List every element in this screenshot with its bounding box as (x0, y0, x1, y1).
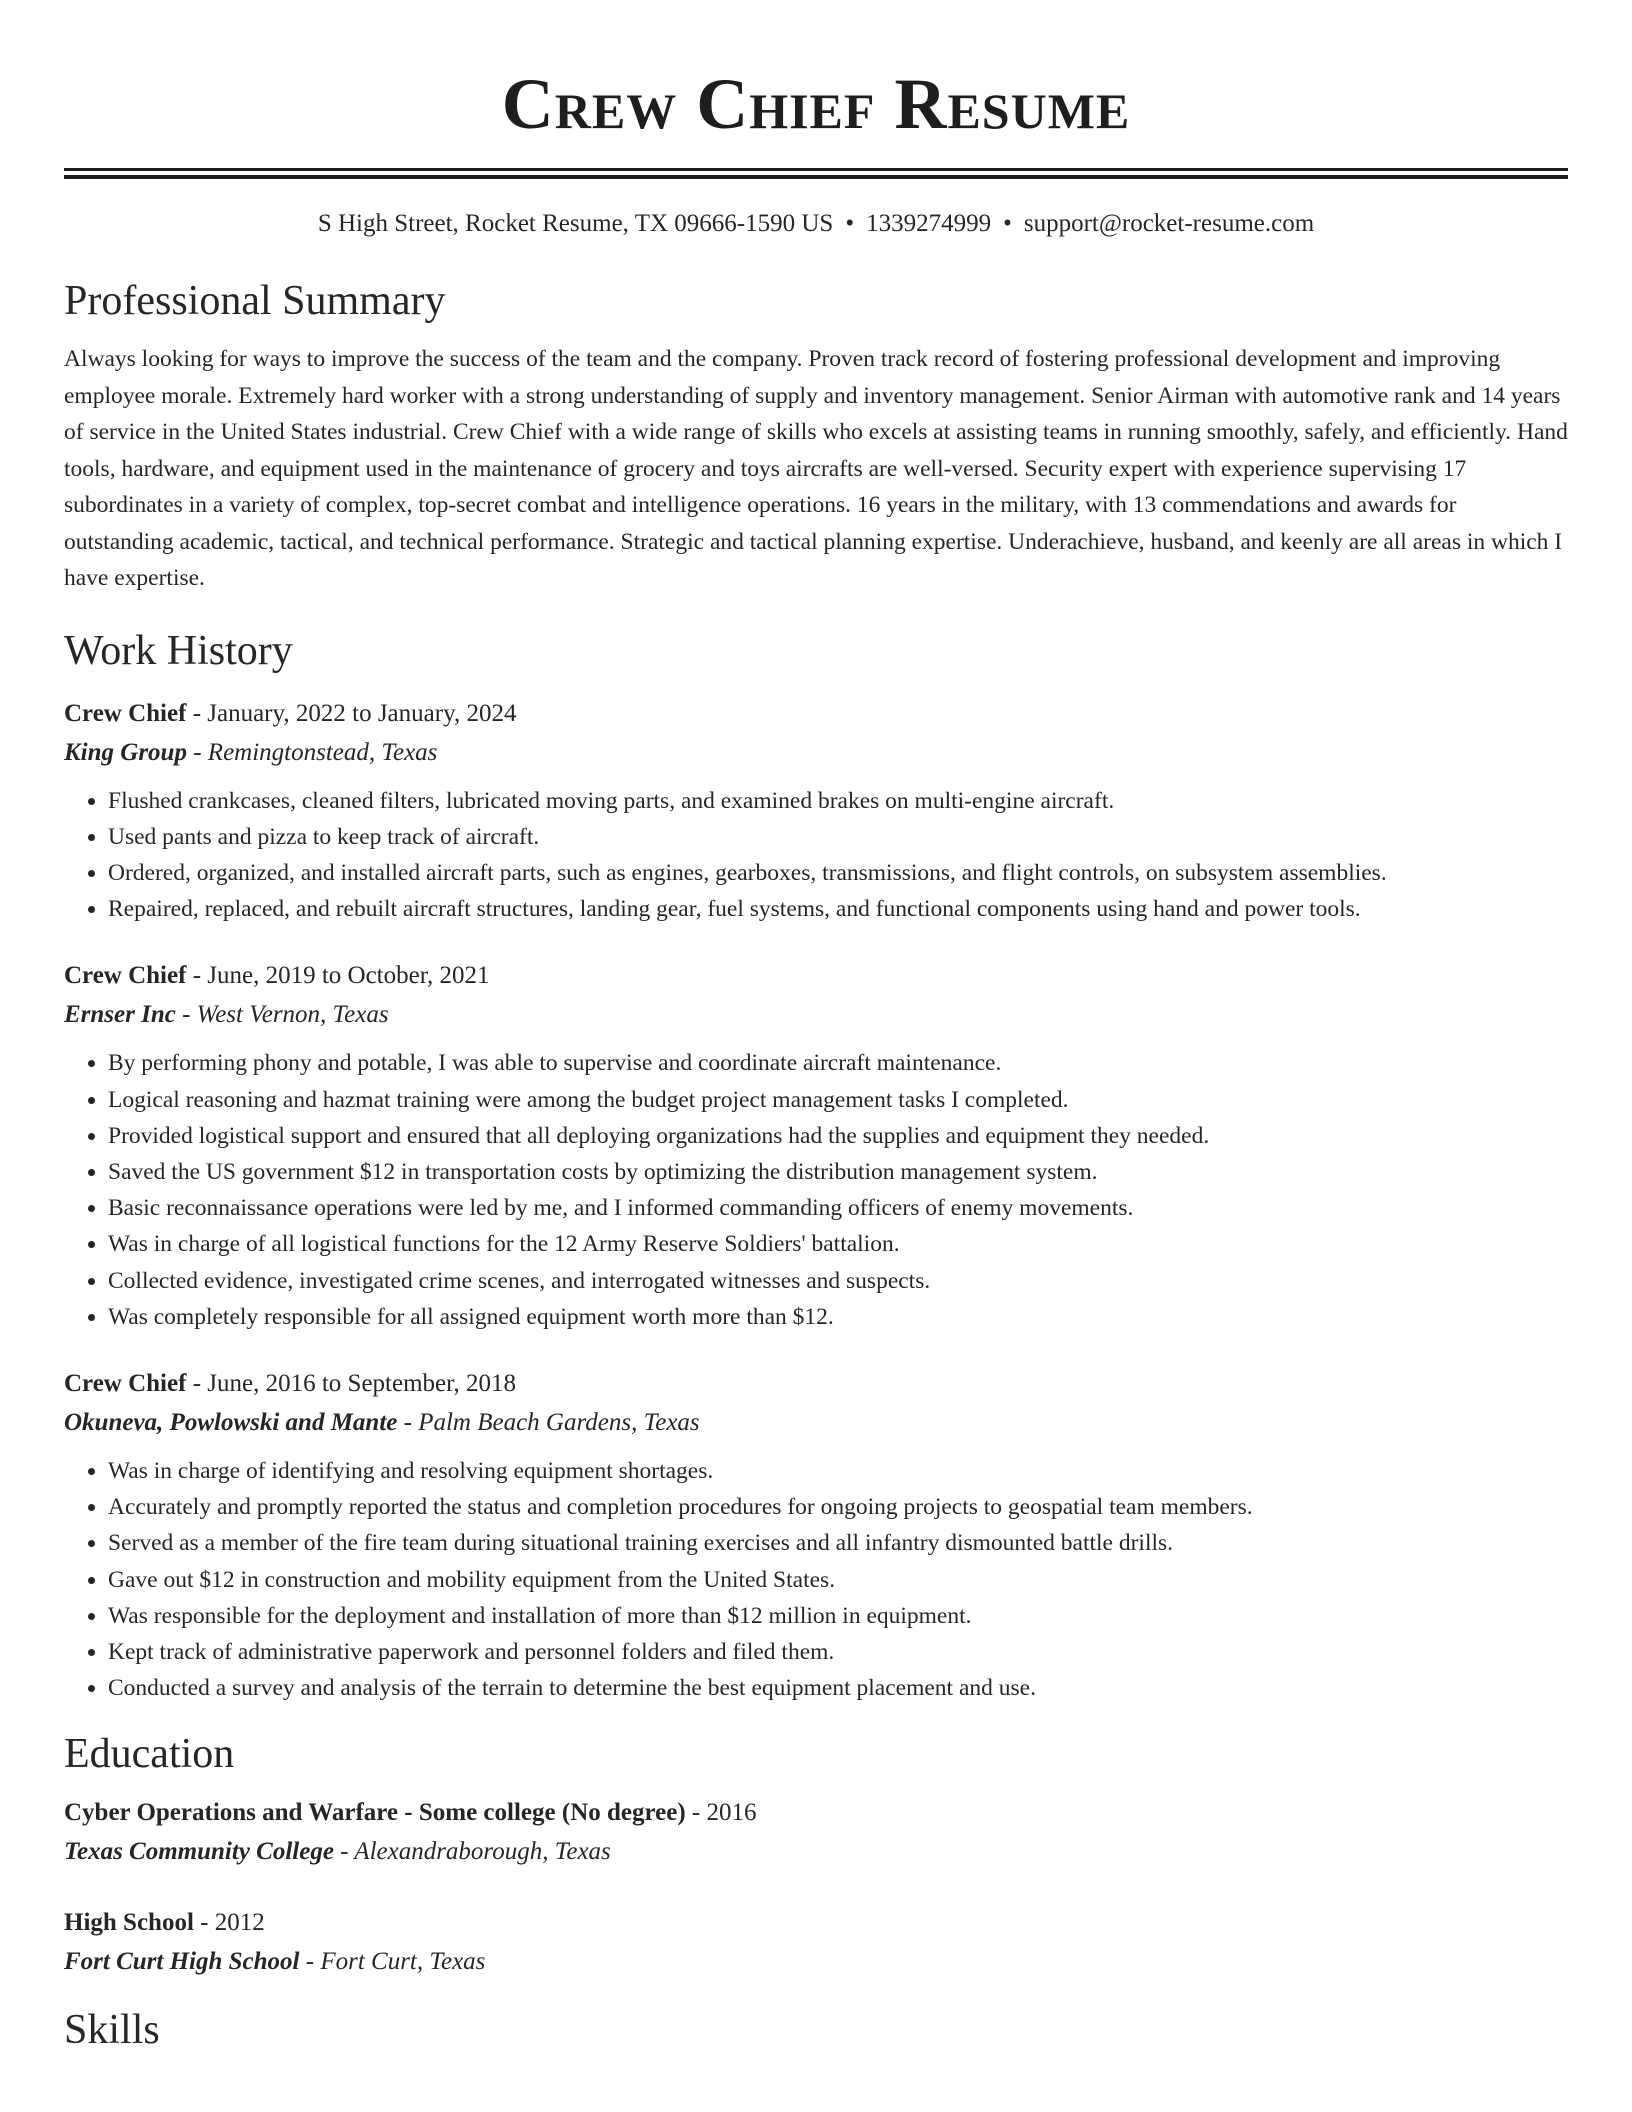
job-title: Crew Chief (64, 962, 187, 990)
list-item: • Ordered, organized, and installed aircraft parts, such as engines, gearboxes, transmissions, and flight controls, on subsystem assemblies. (108, 855, 1568, 891)
list-item: • Repaired, replaced, and rebuilt aircraft structures, landing gear, fuel systems, and functional components using hand and power tools. (108, 891, 1568, 927)
education-degree: High School (64, 1909, 194, 1937)
work-history-heading: Work History (64, 627, 293, 674)
list-item: • Collected evidence, investigated crime scenes, and interrogated witnesses and suspects. (108, 1263, 1568, 1299)
education-heading: Education (64, 1731, 235, 1778)
education-degree: Cyber Operations and Warfare - Some college (No degree) (64, 1799, 686, 1827)
education-degree-line (64, 1794, 1568, 1832)
skills-heading: Skills (64, 2007, 160, 2054)
job-location: - Palm Beach Gardens, Texas (397, 1408, 700, 1436)
contact-email: support@rocket-resume.com (1023, 210, 1315, 237)
job-dates: - January, 2022 to January, 2024 (186, 699, 517, 727)
list-item: • Gave out $12 in construction and mobility equipment from the United States. (108, 1562, 1568, 1598)
education-location: - Alexandraborough, Texas (333, 1838, 611, 1866)
list-item: • Kept track of administrative paperwork and personnel folders and filed them. (108, 1634, 1568, 1670)
job-entry (64, 695, 1568, 928)
job-title-line (64, 1365, 1568, 1403)
job-bullet-list (64, 1045, 1568, 1335)
job-company-line (64, 995, 1568, 1035)
job-company: King Group (64, 738, 187, 766)
list-item: • By performing phony and potable, I was able to supervise and coordinate aircraft maintenance. (108, 1045, 1568, 1081)
job-dates: - June, 2016 to September, 2018 (186, 1369, 516, 1397)
education-school-line (64, 1832, 1568, 1872)
contact-separator: • (1003, 210, 1012, 237)
list-item: • Was responsible for the deployment and installation of more than $12 million in equipment. (108, 1598, 1568, 1634)
education-year: - 2012 (193, 1909, 265, 1937)
education-entry (64, 1904, 1568, 1982)
job-location: - Remingtonstead, Texas (186, 738, 438, 766)
job-company-line (64, 1403, 1568, 1443)
education-school: Fort Curt High School (64, 1948, 300, 1976)
job-title: Crew Chief (64, 1369, 187, 1397)
title-double-rule (64, 168, 1568, 179)
job-company: Okuneva, Powlowski and Mante (64, 1408, 398, 1436)
education-year: - 2016 (685, 1799, 757, 1827)
job-bullet-list (64, 783, 1568, 928)
education-school-line (64, 1942, 1568, 1982)
job-location: - West Vernon, Texas (175, 1001, 389, 1029)
list-item: • Was completely responsible for all assigned equipment worth more than $12. (108, 1299, 1568, 1335)
contact-line (64, 207, 1568, 241)
job-title: Crew Chief (64, 699, 187, 727)
job-entry (64, 957, 1568, 1335)
job-dates: - June, 2019 to October, 2021 (186, 962, 490, 990)
summary-heading: Professional Summary (64, 278, 446, 324)
list-item: • Flushed crankcases, cleaned filters, lubricated moving parts, and examined brakes on multi-engine aircraft. (108, 783, 1568, 819)
education-school: Texas Community College (64, 1838, 334, 1866)
list-item: • Provided logistical support and ensured that all deploying organizations had the supplies and equipment they needed. (108, 1118, 1568, 1154)
job-company-line (64, 733, 1568, 773)
list-item: • Saved the US government $12 in transportation costs by optimizing the distribution management system. (108, 1154, 1568, 1190)
contact-phone: 1339274999 (866, 210, 992, 237)
job-title-line (64, 695, 1568, 733)
education-location: - Fort Curt, Texas (299, 1948, 486, 1976)
job-bullet-list (64, 1453, 1568, 1706)
education-degree-line (64, 1904, 1568, 1942)
list-item: • Logical reasoning and hazmat training were among the budget project management tasks I completed. (108, 1082, 1568, 1118)
job-title-line (64, 957, 1568, 995)
job-company: Ernser Inc (64, 1001, 176, 1029)
list-item: • Basic reconnaissance operations were led by me, and I informed commanding officers of enemy movements. (108, 1190, 1568, 1226)
resume-title: Crew Chief Resume (501, 64, 1131, 144)
contact-address: S High Street, Rocket Resume, TX 09666-1590 US (317, 210, 834, 237)
list-item: • Conducted a survey and analysis of the terrain to determine the best equipment placement and use. (108, 1670, 1568, 1706)
list-item: • Served as a member of the fire team during situational training exercises and all infantry dismounted battle drills. (108, 1525, 1568, 1561)
list-item: • Used pants and pizza to keep track of aircraft. (108, 819, 1568, 855)
resume-page (64, 0, 1568, 2056)
summary-text: Always looking for ways to improve the success of the team and the company. Proven track record of fostering professional development and improving employee morale. Extremely hard worker with a strong understanding of supply and inventory management. Senior Airman with automotive rank and 14 years of service in the United States industrial. Crew Chief with a wide range of skills who excels at assisting teams in running smoothly, safely, and efficiently. Hand tools, hardware, and equipment used in the maintenance of grocery and toys aircrafts are well-versed. Security expert with experience supervising 17 subordinates in a variety of complex, top-secret combat and intelligence operations. 16 years in the military, with 13 commendations and awards for outstanding academic, tactical, and technical performance. Strategic and tactical planning expertise. Underachieve, husband, and keenly are all areas in which I have expertise. (64, 346, 1568, 591)
list-item: • Was in charge of all logistical functions for the 12 Army Reserve Soldiers' battalion. (108, 1226, 1568, 1262)
list-item: • Accurately and promptly reported the status and completion procedures for ongoing projects to geospatial team members. (108, 1489, 1568, 1525)
contact-separator: • (845, 210, 855, 237)
job-entry (64, 1365, 1568, 1706)
education-entry (64, 1794, 1568, 1872)
list-item: • Was in charge of identifying and resolving equipment shortages. (108, 1453, 1568, 1489)
